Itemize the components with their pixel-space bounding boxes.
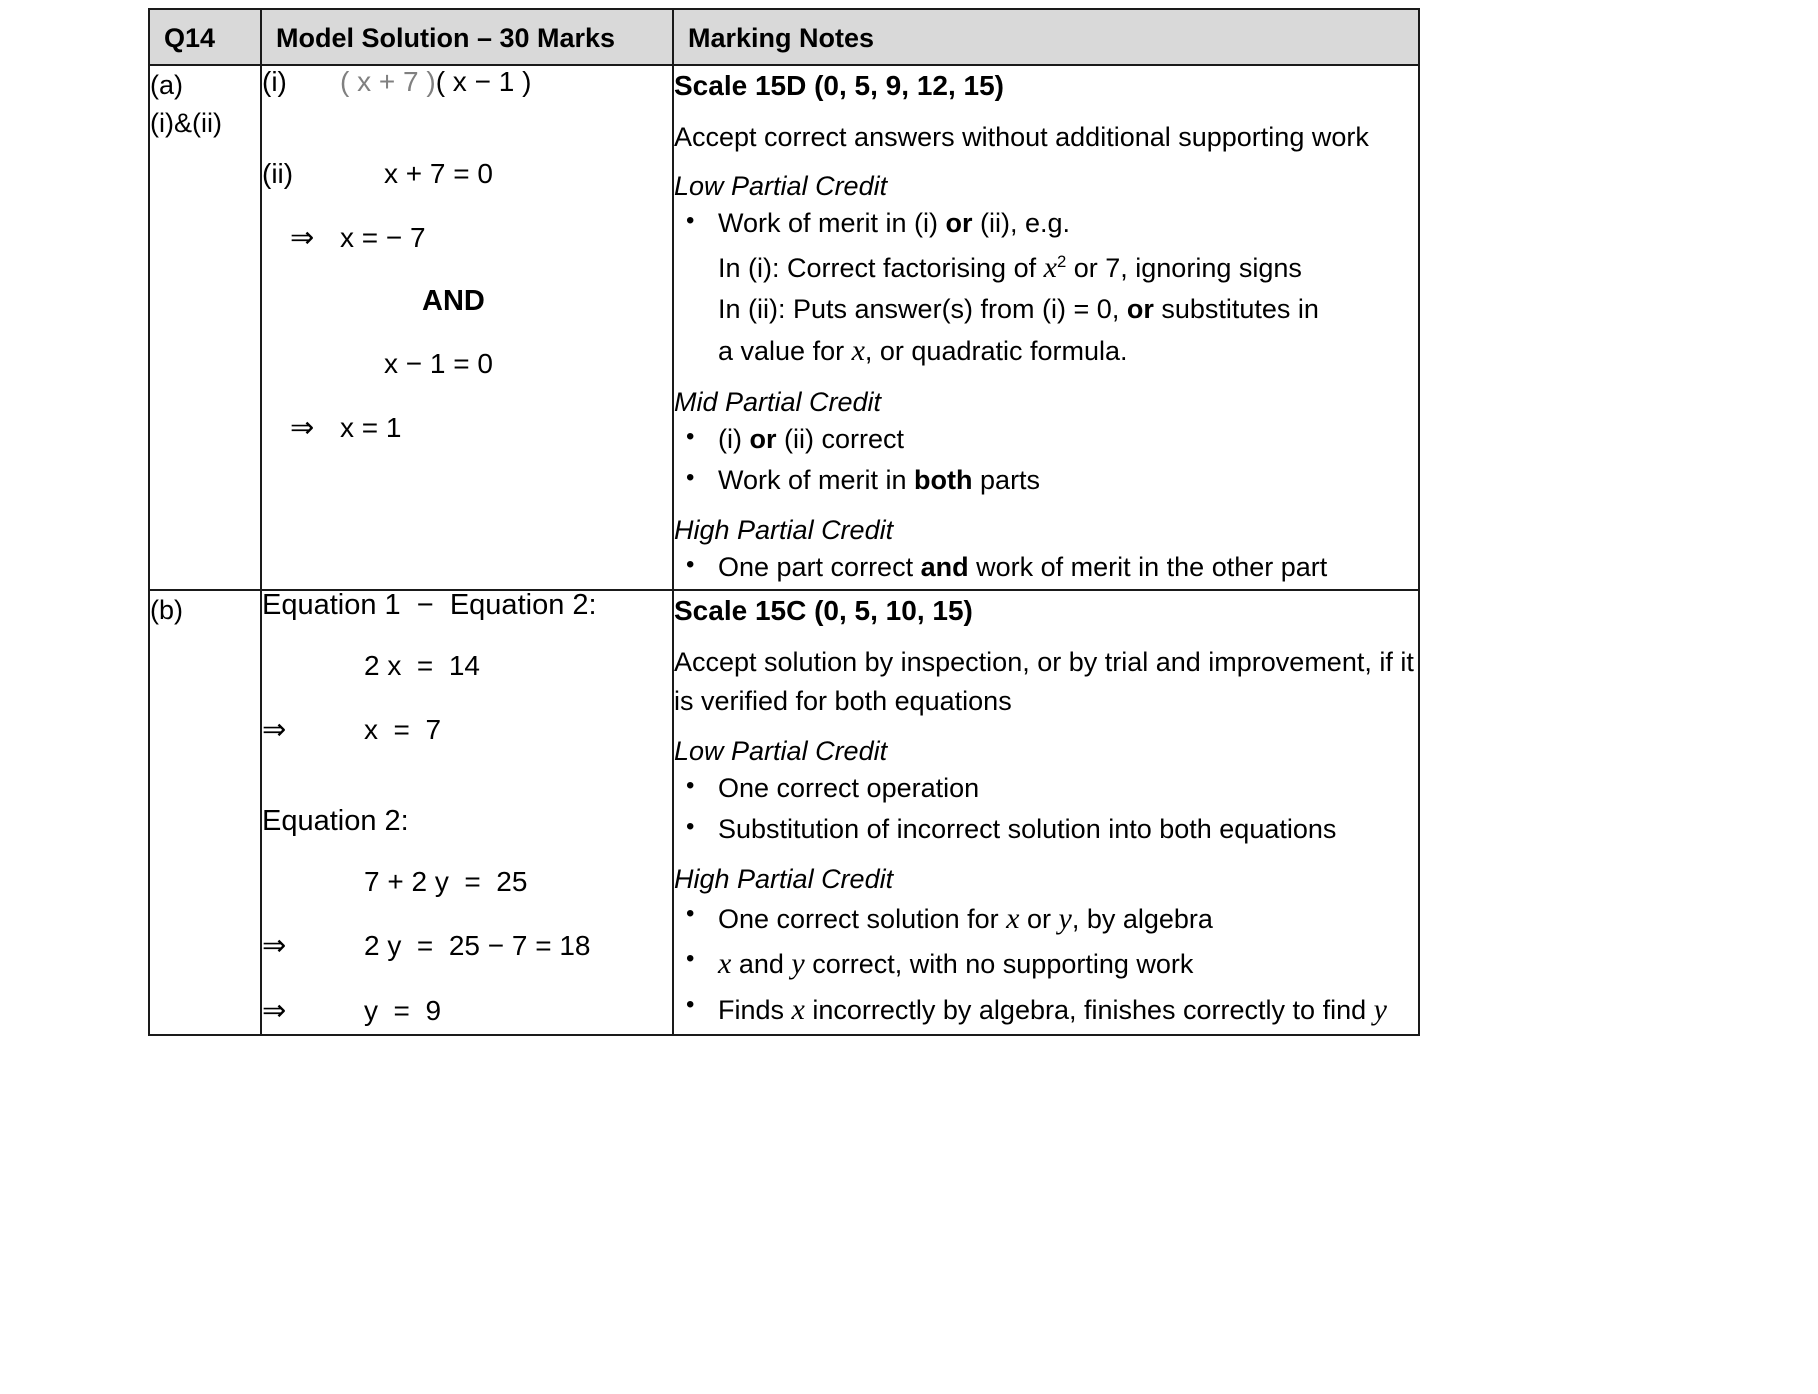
part-b-implies-1 bbox=[262, 712, 672, 747]
part-b-eq1-row bbox=[262, 650, 672, 682]
subline-text-b: or 7, ignoring signs bbox=[1066, 252, 1302, 283]
part-a-ii-eq3-row bbox=[262, 348, 672, 380]
variable-x: x bbox=[1043, 250, 1057, 284]
bullet-text-a: Work of merit in bbox=[718, 465, 915, 496]
list-item bbox=[674, 548, 1418, 587]
subline-emphasis-or: or bbox=[1126, 293, 1154, 324]
implies-arrow-icon-2: ⇒ bbox=[290, 412, 315, 444]
part-b-low-partial-heading: Low Partial Credit bbox=[674, 735, 888, 766]
part-a-ii-eq3: x − 1 = 0 bbox=[384, 348, 493, 379]
variable-y: y bbox=[1373, 993, 1387, 1027]
list-item bbox=[674, 204, 1418, 243]
variable-x: x bbox=[718, 947, 732, 981]
list-item bbox=[674, 461, 1418, 500]
bullet-text-b: parts bbox=[972, 465, 1041, 496]
bullet-text-b: or bbox=[1019, 903, 1059, 934]
bullet-text-b: (ii), e.g. bbox=[972, 208, 1071, 239]
bullet-emphasis-both: both bbox=[914, 465, 973, 496]
part-a-low-partial-heading: Low Partial Credit bbox=[674, 171, 888, 202]
bullet-emphasis-and: and bbox=[920, 551, 969, 582]
list-item: • Substitution of incorrect solution into both equations bbox=[674, 810, 1418, 849]
variable-x: x bbox=[791, 993, 805, 1027]
bullet-text-a: Finds bbox=[718, 995, 792, 1026]
part-b-eq3-row bbox=[262, 866, 672, 898]
marking-scheme-table bbox=[148, 8, 1420, 1036]
list-item bbox=[674, 897, 1418, 941]
part-b-eq2: x = 7 bbox=[364, 714, 442, 746]
part-a-i-row bbox=[262, 66, 672, 98]
part-a-label-line2: (i)&(ii) bbox=[150, 108, 222, 139]
list-item bbox=[674, 988, 1418, 1032]
factor-faded: ( x + 7 ) bbox=[340, 66, 436, 97]
implies-arrow-icon-2: ⇒ bbox=[262, 930, 287, 963]
part-a-scale: Scale 15D (0, 5, 9, 12, 15) bbox=[674, 70, 1004, 101]
table-row-part-b bbox=[149, 590, 1419, 1035]
variable-x: x bbox=[851, 334, 865, 368]
part-b-implies-3 bbox=[262, 993, 672, 1028]
header-model-solution: Model Solution – 30 Marks bbox=[261, 9, 673, 65]
part-a-high-partial-heading: High Partial Credit bbox=[674, 514, 894, 545]
part-a-ii-row bbox=[262, 158, 672, 190]
table-header-row bbox=[149, 9, 1419, 65]
part-a-notes-cell bbox=[673, 65, 1419, 590]
part-a-i-factors bbox=[340, 66, 672, 98]
part-a-solution-cell bbox=[261, 65, 673, 590]
part-a-i-label: (i) bbox=[262, 66, 287, 97]
part-a-mid-partial-list bbox=[674, 420, 1418, 501]
part-b-implies-2 bbox=[262, 928, 672, 963]
part-a-low-subline-3 bbox=[674, 329, 1418, 373]
variable-x: x bbox=[1006, 901, 1020, 935]
part-b-high-partial-heading: High Partial Credit bbox=[674, 863, 894, 894]
bullet-text-b: work of merit in the other part bbox=[968, 551, 1328, 582]
part-a-low-subline-1 bbox=[674, 246, 1418, 290]
exponent-2: 2 bbox=[1056, 251, 1067, 271]
subline-text-a: a value for bbox=[718, 336, 852, 367]
part-b-eq4: 2 y = 25 − 7 = 18 bbox=[364, 930, 591, 962]
part-a-low-subline-2 bbox=[674, 290, 1418, 329]
subline-text-a: In (i): Correct factorising of bbox=[718, 252, 1044, 283]
bullet-text-a: (i) bbox=[718, 423, 750, 454]
header-marking-notes: Marking Notes bbox=[673, 9, 1419, 65]
implies-arrow-icon: ⇒ bbox=[290, 222, 315, 254]
part-b-high-partial-list bbox=[674, 897, 1418, 1032]
subline-text-b: substitutes in bbox=[1153, 293, 1319, 324]
bullet-text-b: correct, with no supporting work bbox=[804, 949, 1194, 980]
part-b-notes-cell bbox=[673, 590, 1419, 1035]
bullet-text-b: (ii) correct bbox=[776, 423, 904, 454]
list-item: • One correct operation bbox=[674, 769, 1418, 808]
variable-y: y bbox=[791, 947, 805, 981]
part-b-scale: Scale 15C (0, 5, 10, 15) bbox=[674, 595, 973, 627]
part-a-intro-note: Accept correct answers without additional supporting work bbox=[674, 122, 1369, 152]
header-question: Q14 bbox=[149, 9, 261, 65]
part-b-label: (b) bbox=[150, 595, 183, 626]
part-b-solution-cell bbox=[261, 590, 673, 1035]
implies-arrow-icon: ⇒ bbox=[262, 714, 287, 747]
part-a-ii-eq4: x = 1 bbox=[340, 412, 402, 443]
part-a-and-connector: AND bbox=[422, 285, 485, 317]
bullet-text-a: Work of merit in (i) bbox=[718, 208, 946, 239]
part-b-eq5: y = 9 bbox=[364, 995, 442, 1027]
part-a-label-cell bbox=[149, 65, 261, 590]
part-b-eq-difference: Equation 1 − Equation 2: bbox=[262, 589, 597, 622]
part-b-low-partial-list bbox=[674, 769, 1418, 850]
bullet-emphasis-or: or bbox=[749, 423, 777, 454]
part-b-eq1: 2 x = 14 bbox=[364, 650, 480, 682]
part-a-ii-eq2: x = − 7 bbox=[340, 222, 426, 253]
factor-black: ( x − 1 ) bbox=[435, 66, 532, 97]
bullet-emphasis-or: or bbox=[945, 208, 973, 239]
part-b-intro-note: Accept solution by inspection, or by trial and improvement, if it is verified for both equations bbox=[674, 647, 1414, 717]
part-a-low-partial-list bbox=[674, 204, 1418, 243]
part-a-ii-label: (ii) bbox=[262, 158, 294, 189]
list-item bbox=[674, 942, 1418, 986]
part-b-equation2-heading: Equation 2: bbox=[262, 805, 409, 838]
part-a-ii-implies-1 bbox=[262, 220, 672, 255]
part-a-ii-implies-2 bbox=[262, 410, 672, 445]
list-item bbox=[674, 420, 1418, 459]
bullet-text-a: and bbox=[731, 949, 792, 980]
bullet-text-a: One part correct bbox=[718, 551, 921, 582]
part-b-eq3: 7 + 2 y = 25 bbox=[364, 866, 528, 898]
bullet-text-a: One correct solution for bbox=[718, 903, 1007, 934]
part-b-label-cell bbox=[149, 590, 261, 1035]
bullet-text-c: , by algebra bbox=[1071, 903, 1213, 934]
part-a-label-line1: (a) bbox=[150, 70, 183, 100]
subline-text-a: In (ii): Puts answer(s) from (i) = 0, bbox=[718, 293, 1127, 324]
part-a-ii-eq1: x + 7 = 0 bbox=[384, 158, 493, 189]
subline-text-b: , or quadratic formula. bbox=[864, 336, 1128, 367]
part-a-high-partial-list bbox=[674, 548, 1418, 587]
part-a-mid-partial-heading: Mid Partial Credit bbox=[674, 386, 882, 417]
table-row-part-a bbox=[149, 65, 1419, 590]
variable-y: y bbox=[1058, 901, 1072, 935]
bullet-text-b: incorrectly by algebra, finishes correctly to find bbox=[804, 995, 1374, 1026]
implies-arrow-icon-3: ⇒ bbox=[262, 995, 287, 1028]
